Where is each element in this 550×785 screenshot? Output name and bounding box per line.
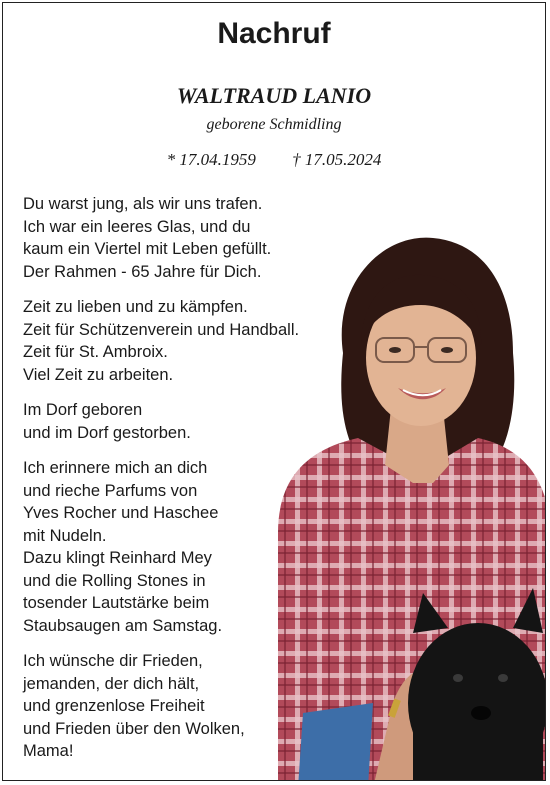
poem-line: jemanden, der dich hält, (23, 674, 200, 693)
death-date: † 17.05.2024 (292, 150, 382, 169)
poem-line: und im Dorf gestorben. (23, 423, 191, 442)
maiden-name: geborene Schmidling (206, 116, 342, 133)
stanza-1 (23, 193, 353, 283)
life-dates (3, 150, 545, 170)
poem-line: und rieche Parfums von (23, 481, 198, 500)
poem-line: kaum ein Viertel mit Leben gefüllt. (23, 240, 272, 258)
stanza-3 (23, 399, 353, 444)
poem-line: Mama! (23, 742, 74, 760)
poem-line: Dazu klingt Reinhard Mey (23, 549, 212, 567)
birth-date: * 17.04.1959 (166, 150, 256, 169)
stanza-5 (23, 650, 353, 763)
poem-line: Der Rahmen - 65 Jahre für Dich. (23, 262, 262, 281)
poem-line: Yves Rocher und Haschee (23, 504, 219, 522)
poem-line: Staubsaugen am Samstag. (23, 616, 223, 635)
poem-line: und die Rolling Stones in (23, 571, 206, 590)
poem-line: mit Nudeln. (23, 526, 107, 545)
heading: Nachruf (217, 17, 331, 50)
obituary-frame (2, 2, 546, 781)
poem-line: Ich war ein leeres Glas, und du (23, 217, 251, 236)
stanza-2 (23, 296, 353, 386)
poem-line: Viel Zeit zu arbeiten. (23, 365, 174, 384)
poem-line: Ich erinnere mich an dich (23, 459, 208, 477)
poem-line: Du warst jung, als wir uns trafen. (23, 195, 263, 213)
poem-line: tosender Lautstärke beim (23, 594, 210, 612)
poem-line: Ich wünsche dir Frieden, (23, 652, 203, 670)
deceased-name: WALTRAUD LANIO (176, 83, 372, 108)
poem-line: Zeit für St. Ambroix. (23, 343, 168, 361)
stanza-4 (23, 457, 353, 637)
poem (23, 193, 353, 776)
poem-line: und Frieden über den Wolken, (23, 719, 245, 738)
poem-line: Zeit zu lieben und zu kämpfen. (23, 298, 248, 316)
poem-line: Zeit für Schützenverein und Handball. (23, 320, 300, 339)
poem-line: Im Dorf geboren (23, 401, 143, 419)
poem-line: und grenzenlose Freiheit (23, 697, 205, 715)
